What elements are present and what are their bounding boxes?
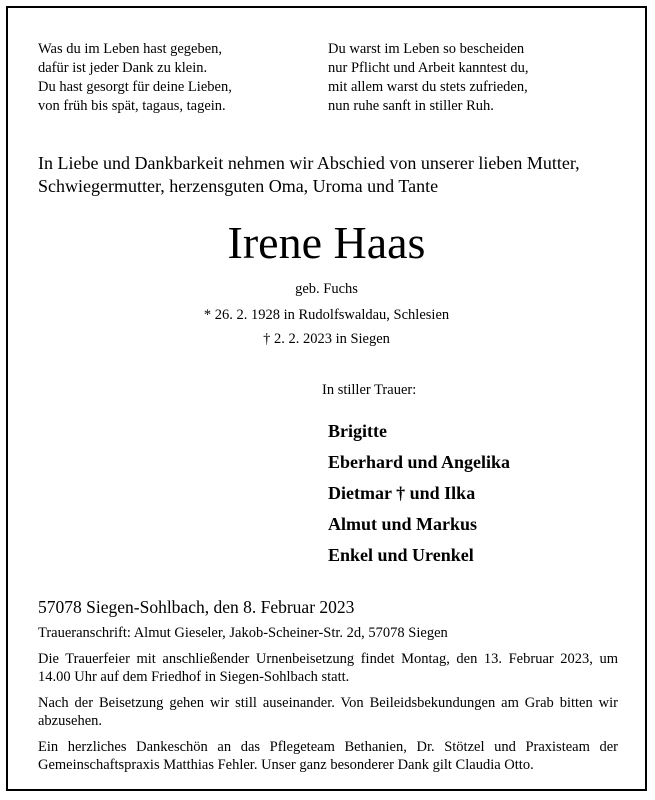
mourner-name: Dietmar † und Ilka <box>328 483 476 503</box>
intro-line: Schwiegermutter, herzensguten Oma, Uroma und Tante <box>38 176 439 196</box>
mourner-name: Enkel und Urenkel <box>328 545 474 565</box>
deceased-name: Irene Haas <box>227 217 426 268</box>
mourner-name: Brigitte <box>328 421 387 441</box>
intro-line: In Liebe und Dankbarkeit nehmen wir Abschied von unserer lieben Mutter, <box>38 153 580 173</box>
poem-line: Du hast gesorgt für deine Lieben, <box>38 79 232 95</box>
poem-line: Du warst im Leben so bescheiden <box>328 41 525 57</box>
poem-line: dafür ist jeder Dank zu klein. <box>38 60 208 76</box>
poem-line: nur Pflicht und Arbeit kanntest du, <box>328 60 529 76</box>
poem-right <box>328 40 529 116</box>
poem-line: nun ruhe sanft in stiller Ruh. <box>328 98 494 114</box>
poem-line: Was du im Leben hast gegeben, <box>38 41 223 57</box>
funeral-service-info: Die Trauerfeier mit anschließender Urnenbeisetzung findet Montag, den 13. Februar 2023, um 14.00 Uhr auf dem Friedhof in Siegen-Sohlbach statt. <box>38 651 618 685</box>
thanks-note: Ein herzliches Dankeschön an das Pflegeteam Bethanien, Dr. Stötzel und Praxisteam der Gemeinschaftspraxis Matthias Fehler. Unser ganz besonderer Dank gilt Claudia Otto. <box>38 739 618 773</box>
funeral-address: Traueranschrift: Almut Gieseler, Jakob-Scheiner-Str. 2d, 57078 Siegen <box>38 625 448 641</box>
birth-info: * 26. 2. 1928 in Rudolfswaldau, Schlesien <box>203 307 450 323</box>
mourning-heading: In stiller Trauer: <box>322 382 417 398</box>
mourner-name: Eberhard und Angelika <box>328 452 511 472</box>
condolence-note: Nach der Beisetzung gehen wir still auseinander. Von Beileidsbekundungen am Grab bitten wir abzusehen. <box>38 695 618 729</box>
intro-text <box>38 152 628 198</box>
obituary-notice <box>6 6 647 791</box>
poem-left <box>38 40 232 116</box>
place-date: 57078 Siegen-Sohlbach, den 8. Februar 2023 <box>38 597 355 617</box>
mourner-name: Almut und Markus <box>328 514 478 534</box>
poem-line: mit allem warst du stets zufrieden, <box>328 79 528 95</box>
born-name: geb. Fuchs <box>295 281 358 297</box>
poem-line: von früh bis spät, tagaus, tagein. <box>38 98 226 114</box>
death-info: † 2. 2. 2023 in Siegen <box>263 331 390 347</box>
notice-details <box>38 624 618 782</box>
mourners-list <box>328 416 510 571</box>
